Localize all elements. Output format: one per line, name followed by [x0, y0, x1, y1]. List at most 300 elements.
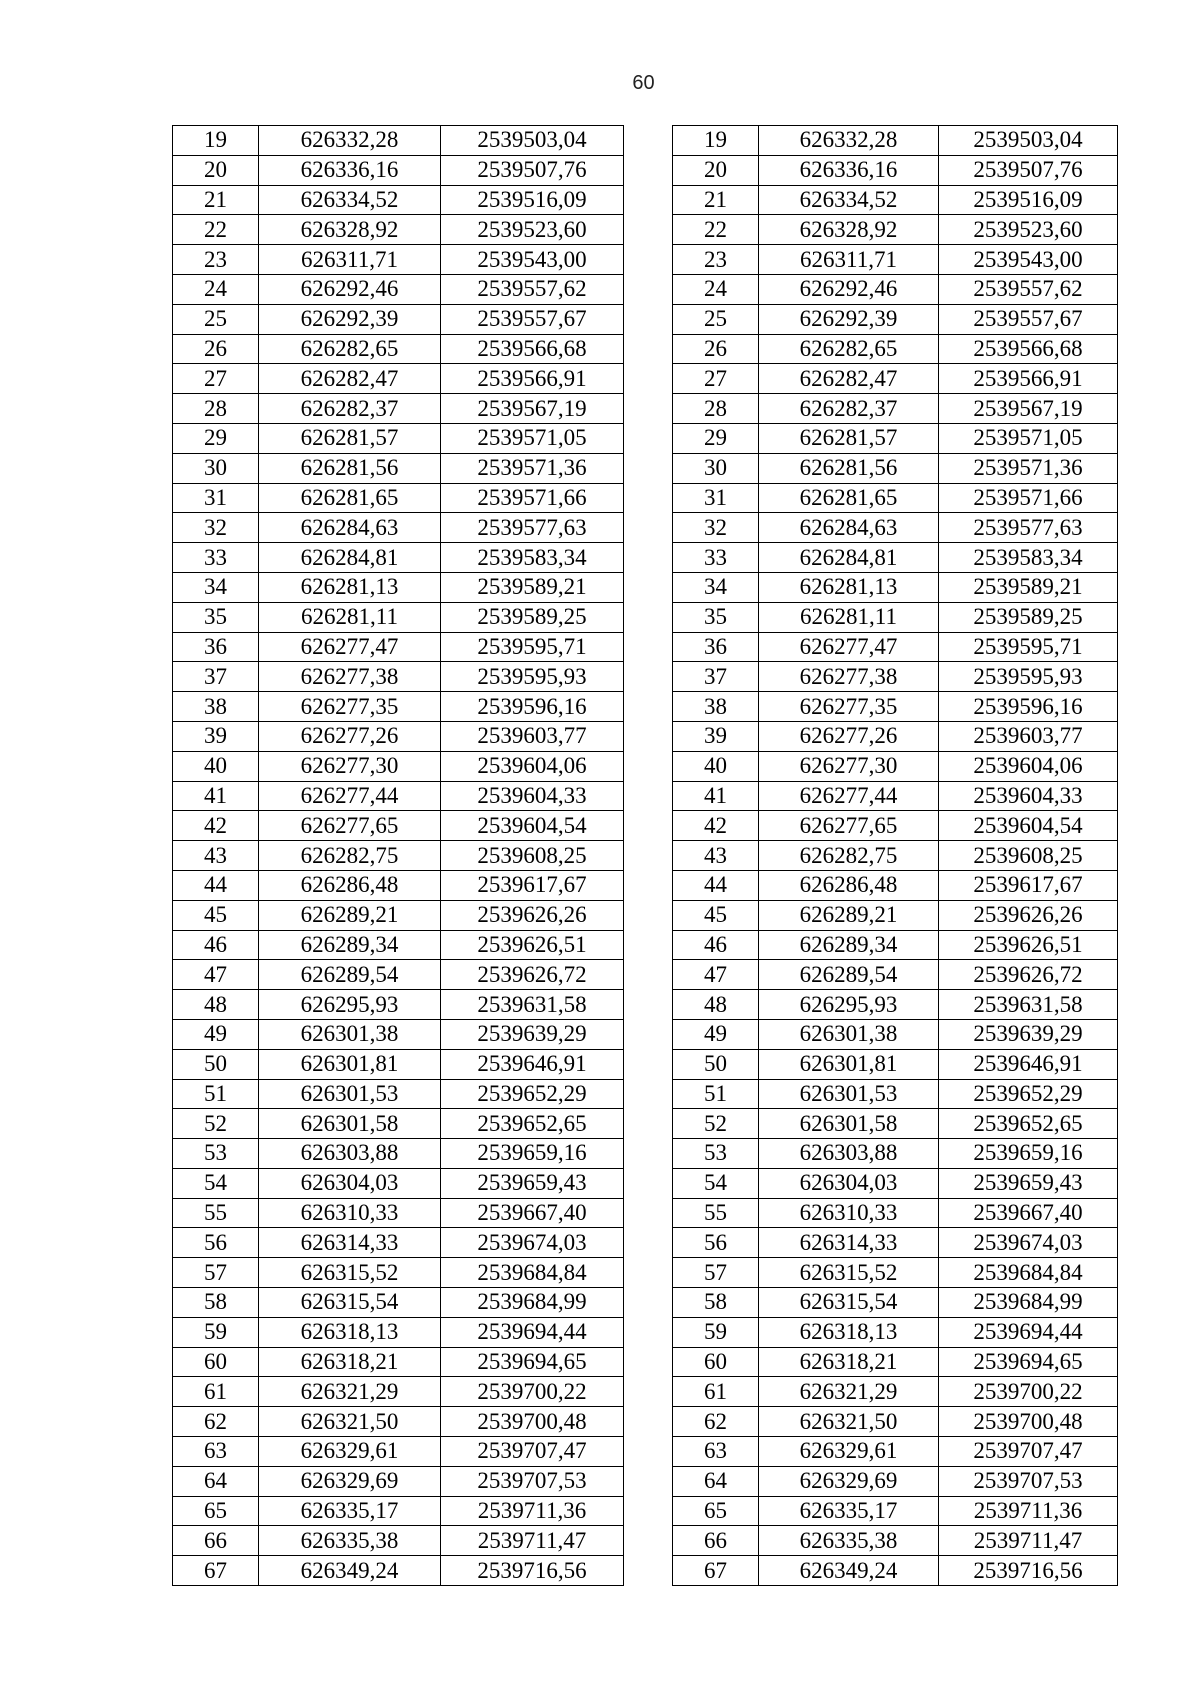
y-coordinate-cell: 2539557,67: [441, 304, 624, 334]
point-number-cell: 22: [173, 215, 259, 245]
table-row: [173, 1288, 1118, 1318]
x-coordinate-cell: 626281,13: [259, 572, 441, 602]
table-row: [173, 513, 1118, 543]
x-coordinate-cell-repeat: 626321,29: [759, 1377, 939, 1407]
point-number-cell: 65: [173, 1496, 259, 1526]
gap-cell: [624, 1556, 673, 1586]
x-coordinate-cell-repeat: 626277,38: [759, 662, 939, 692]
point-number-cell-repeat: 27: [673, 364, 759, 394]
point-number-cell-repeat: 46: [673, 930, 759, 960]
y-coordinate-cell: 2539604,33: [441, 781, 624, 811]
point-number-cell-repeat: 49: [673, 1019, 759, 1049]
x-coordinate-cell: 626282,37: [259, 394, 441, 424]
point-number-cell: 52: [173, 1109, 259, 1139]
y-coordinate-cell: 2539571,05: [441, 423, 624, 453]
y-coordinate-cell-repeat: 2539639,29: [939, 1019, 1118, 1049]
point-number-cell: 19: [173, 126, 259, 156]
table-row: [173, 572, 1118, 602]
point-number-cell-repeat: 61: [673, 1377, 759, 1407]
y-coordinate-cell-repeat: 2539646,91: [939, 1049, 1118, 1079]
point-number-cell-repeat: 54: [673, 1168, 759, 1198]
gap-cell: [624, 1466, 673, 1496]
x-coordinate-cell: 626301,53: [259, 1079, 441, 1109]
point-number-cell-repeat: 56: [673, 1228, 759, 1258]
y-coordinate-cell: 2539523,60: [441, 215, 624, 245]
table-row: [173, 1317, 1118, 1347]
y-coordinate-cell-repeat: 2539684,99: [939, 1288, 1118, 1318]
x-coordinate-cell-repeat: 626282,47: [759, 364, 939, 394]
point-number-cell-repeat: 44: [673, 870, 759, 900]
y-coordinate-cell: 2539507,76: [441, 155, 624, 185]
gap-cell: [624, 692, 673, 722]
y-coordinate-cell-repeat: 2539557,67: [939, 304, 1118, 334]
table-row: [173, 751, 1118, 781]
point-number-cell-repeat: 36: [673, 632, 759, 662]
table-row: [173, 334, 1118, 364]
x-coordinate-cell: 626292,46: [259, 274, 441, 304]
y-coordinate-cell-repeat: 2539652,29: [939, 1079, 1118, 1109]
y-coordinate-cell: 2539626,51: [441, 930, 624, 960]
y-coordinate-cell: 2539684,84: [441, 1258, 624, 1288]
y-coordinate-cell-repeat: 2539707,47: [939, 1437, 1118, 1467]
x-coordinate-cell: 626349,24: [259, 1556, 441, 1586]
table-row: [173, 423, 1118, 453]
table-row: [173, 930, 1118, 960]
table-row: [173, 1347, 1118, 1377]
y-coordinate-cell-repeat: 2539571,36: [939, 453, 1118, 483]
y-coordinate-cell: 2539652,29: [441, 1079, 624, 1109]
gap-cell: [624, 304, 673, 334]
point-number-cell: 50: [173, 1049, 259, 1079]
table-row: [173, 1377, 1118, 1407]
x-coordinate-cell: 626336,16: [259, 155, 441, 185]
y-coordinate-cell-repeat: 2539659,16: [939, 1139, 1118, 1169]
y-coordinate-cell: 2539566,91: [441, 364, 624, 394]
y-coordinate-cell: 2539711,36: [441, 1496, 624, 1526]
x-coordinate-cell: 626277,35: [259, 692, 441, 722]
y-coordinate-cell: 2539707,47: [441, 1437, 624, 1467]
point-number-cell: 35: [173, 602, 259, 632]
point-number-cell-repeat: 57: [673, 1258, 759, 1288]
point-number-cell-repeat: 42: [673, 811, 759, 841]
x-coordinate-cell-repeat: 626328,92: [759, 215, 939, 245]
x-coordinate-cell-repeat: 626334,52: [759, 185, 939, 215]
y-coordinate-cell: 2539631,58: [441, 990, 624, 1020]
table-row: [173, 692, 1118, 722]
table-row: [173, 632, 1118, 662]
x-coordinate-cell: 626286,48: [259, 870, 441, 900]
point-number-cell: 59: [173, 1317, 259, 1347]
x-coordinate-cell-repeat: 626329,69: [759, 1466, 939, 1496]
point-number-cell-repeat: 21: [673, 185, 759, 215]
y-coordinate-cell-repeat: 2539557,62: [939, 274, 1118, 304]
point-number-cell-repeat: 59: [673, 1317, 759, 1347]
y-coordinate-cell-repeat: 2539608,25: [939, 841, 1118, 871]
point-number-cell-repeat: 43: [673, 841, 759, 871]
y-coordinate-cell-repeat: 2539716,56: [939, 1556, 1118, 1586]
y-coordinate-cell-repeat: 2539571,66: [939, 483, 1118, 513]
point-number-cell: 27: [173, 364, 259, 394]
y-coordinate-cell-repeat: 2539700,48: [939, 1407, 1118, 1437]
table-row: [173, 394, 1118, 424]
point-number-cell: 29: [173, 423, 259, 453]
x-coordinate-cell-repeat: 626282,75: [759, 841, 939, 871]
point-number-cell-repeat: 39: [673, 721, 759, 751]
y-coordinate-cell: 2539707,53: [441, 1466, 624, 1496]
x-coordinate-cell: 626282,65: [259, 334, 441, 364]
table-row: [173, 215, 1118, 245]
x-coordinate-cell-repeat: 626335,17: [759, 1496, 939, 1526]
page-number: 60: [632, 72, 655, 94]
y-coordinate-cell-repeat: 2539707,53: [939, 1466, 1118, 1496]
table-row: [173, 990, 1118, 1020]
y-coordinate-cell: 2539516,09: [441, 185, 624, 215]
point-number-cell: 51: [173, 1079, 259, 1109]
table-row: [173, 1049, 1118, 1079]
gap-cell: [624, 781, 673, 811]
x-coordinate-cell-repeat: 626315,54: [759, 1288, 939, 1318]
gap-cell: [624, 572, 673, 602]
point-number-cell-repeat: 19: [673, 126, 759, 156]
y-coordinate-cell-repeat: 2539571,05: [939, 423, 1118, 453]
x-coordinate-cell-repeat: 626277,35: [759, 692, 939, 722]
x-coordinate-cell-repeat: 626301,53: [759, 1079, 939, 1109]
point-number-cell: 42: [173, 811, 259, 841]
y-coordinate-cell-repeat: 2539523,60: [939, 215, 1118, 245]
x-coordinate-cell: 626311,71: [259, 245, 441, 275]
gap-cell: [624, 721, 673, 751]
x-coordinate-cell: 626281,65: [259, 483, 441, 513]
x-coordinate-cell: 626282,47: [259, 364, 441, 394]
x-coordinate-cell-repeat: 626292,46: [759, 274, 939, 304]
y-coordinate-cell-repeat: 2539507,76: [939, 155, 1118, 185]
point-number-cell: 49: [173, 1019, 259, 1049]
y-coordinate-cell-repeat: 2539503,04: [939, 126, 1118, 156]
gap-cell: [624, 1288, 673, 1318]
gap-cell: [624, 602, 673, 632]
point-number-cell: 34: [173, 572, 259, 602]
x-coordinate-cell: 626292,39: [259, 304, 441, 334]
point-number-cell-repeat: 25: [673, 304, 759, 334]
table-row: [173, 721, 1118, 751]
table-row: [173, 870, 1118, 900]
x-coordinate-cell-repeat: 626349,24: [759, 1556, 939, 1586]
y-coordinate-cell: 2539503,04: [441, 126, 624, 156]
gap-cell: [624, 1526, 673, 1556]
y-coordinate-cell-repeat: 2539711,47: [939, 1526, 1118, 1556]
gap-cell: [624, 126, 673, 156]
y-coordinate-cell: 2539626,72: [441, 960, 624, 990]
y-coordinate-cell: 2539667,40: [441, 1198, 624, 1228]
y-coordinate-cell-repeat: 2539583,34: [939, 543, 1118, 573]
gap-cell: [624, 394, 673, 424]
x-coordinate-cell-repeat: 626301,81: [759, 1049, 939, 1079]
x-coordinate-cell: 626301,38: [259, 1019, 441, 1049]
gap-cell: [624, 215, 673, 245]
y-coordinate-cell-repeat: 2539566,68: [939, 334, 1118, 364]
table-row: [173, 155, 1118, 185]
point-number-cell: 32: [173, 513, 259, 543]
point-number-cell-repeat: 22: [673, 215, 759, 245]
table-row: [173, 245, 1118, 275]
y-coordinate-cell: 2539646,91: [441, 1049, 624, 1079]
y-coordinate-cell: 2539571,36: [441, 453, 624, 483]
x-coordinate-cell-repeat: 626282,65: [759, 334, 939, 364]
y-coordinate-cell: 2539694,65: [441, 1347, 624, 1377]
y-coordinate-cell: 2539596,16: [441, 692, 624, 722]
x-coordinate-cell-repeat: 626329,61: [759, 1437, 939, 1467]
y-coordinate-cell: 2539617,67: [441, 870, 624, 900]
gap-cell: [624, 1049, 673, 1079]
point-number-cell: 23: [173, 245, 259, 275]
x-coordinate-cell-repeat: 626281,56: [759, 453, 939, 483]
x-coordinate-cell: 626281,57: [259, 423, 441, 453]
point-number-cell-repeat: 60: [673, 1347, 759, 1377]
y-coordinate-cell-repeat: 2539567,19: [939, 394, 1118, 424]
coordinates-table-body: [173, 126, 1118, 1586]
point-number-cell-repeat: 67: [673, 1556, 759, 1586]
table-row: [173, 602, 1118, 632]
gap-cell: [624, 1317, 673, 1347]
x-coordinate-cell: 626277,65: [259, 811, 441, 841]
y-coordinate-cell-repeat: 2539700,22: [939, 1377, 1118, 1407]
y-coordinate-cell-repeat: 2539589,25: [939, 602, 1118, 632]
x-coordinate-cell-repeat: 626321,50: [759, 1407, 939, 1437]
point-number-cell-repeat: 58: [673, 1288, 759, 1318]
point-number-cell-repeat: 31: [673, 483, 759, 513]
point-number-cell: 64: [173, 1466, 259, 1496]
point-number-cell: 44: [173, 870, 259, 900]
y-coordinate-cell-repeat: 2539589,21: [939, 572, 1118, 602]
gap-cell: [624, 1168, 673, 1198]
table-row: [173, 1407, 1118, 1437]
point-number-cell: 60: [173, 1347, 259, 1377]
y-coordinate-cell-repeat: 2539604,54: [939, 811, 1118, 841]
point-number-cell: 33: [173, 543, 259, 573]
gap-cell: [624, 1258, 673, 1288]
y-coordinate-cell: 2539567,19: [441, 394, 624, 424]
y-coordinate-cell: 2539571,66: [441, 483, 624, 513]
point-number-cell: 55: [173, 1198, 259, 1228]
x-coordinate-cell: 626334,52: [259, 185, 441, 215]
x-coordinate-cell-repeat: 626277,44: [759, 781, 939, 811]
point-number-cell-repeat: 55: [673, 1198, 759, 1228]
point-number-cell-repeat: 50: [673, 1049, 759, 1079]
x-coordinate-cell: 626277,44: [259, 781, 441, 811]
point-number-cell: 38: [173, 692, 259, 722]
gap-cell: [624, 1109, 673, 1139]
x-coordinate-cell: 626304,03: [259, 1168, 441, 1198]
y-coordinate-cell: 2539604,06: [441, 751, 624, 781]
y-coordinate-cell-repeat: 2539516,09: [939, 185, 1118, 215]
table-row: [173, 126, 1118, 156]
y-coordinate-cell-repeat: 2539667,40: [939, 1198, 1118, 1228]
x-coordinate-cell-repeat: 626289,54: [759, 960, 939, 990]
y-coordinate-cell-repeat: 2539659,43: [939, 1168, 1118, 1198]
table-row: [173, 364, 1118, 394]
point-number-cell: 31: [173, 483, 259, 513]
x-coordinate-cell-repeat: 626289,21: [759, 900, 939, 930]
y-coordinate-cell: 2539589,21: [441, 572, 624, 602]
x-coordinate-cell: 626318,21: [259, 1347, 441, 1377]
x-coordinate-cell: 626277,47: [259, 632, 441, 662]
gap-cell: [624, 1347, 673, 1377]
gap-cell: [624, 513, 673, 543]
table-row: [173, 453, 1118, 483]
x-coordinate-cell-repeat: 626295,93: [759, 990, 939, 1020]
y-coordinate-cell: 2539589,25: [441, 602, 624, 632]
point-number-cell: 67: [173, 1556, 259, 1586]
x-coordinate-cell-repeat: 626310,33: [759, 1198, 939, 1228]
point-number-cell-repeat: 40: [673, 751, 759, 781]
y-coordinate-cell-repeat: 2539604,06: [939, 751, 1118, 781]
y-coordinate-cell-repeat: 2539652,65: [939, 1109, 1118, 1139]
point-number-cell: 58: [173, 1288, 259, 1318]
x-coordinate-cell: 626301,81: [259, 1049, 441, 1079]
y-coordinate-cell: 2539674,03: [441, 1228, 624, 1258]
gap-cell: [624, 1019, 673, 1049]
point-number-cell: 39: [173, 721, 259, 751]
table-row: [173, 1437, 1118, 1467]
point-number-cell: 54: [173, 1168, 259, 1198]
y-coordinate-cell: 2539659,43: [441, 1168, 624, 1198]
x-coordinate-cell-repeat: 626336,16: [759, 155, 939, 185]
point-number-cell-repeat: 33: [673, 543, 759, 573]
x-coordinate-cell: 626329,61: [259, 1437, 441, 1467]
y-coordinate-cell-repeat: 2539617,67: [939, 870, 1118, 900]
y-coordinate-cell: 2539604,54: [441, 811, 624, 841]
point-number-cell: 21: [173, 185, 259, 215]
point-number-cell: 26: [173, 334, 259, 364]
gap-cell: [624, 1407, 673, 1437]
y-coordinate-cell: 2539639,29: [441, 1019, 624, 1049]
table-row: [173, 1556, 1118, 1586]
x-coordinate-cell: 626321,29: [259, 1377, 441, 1407]
table-row: [173, 185, 1118, 215]
point-number-cell-repeat: 37: [673, 662, 759, 692]
y-coordinate-cell-repeat: 2539577,63: [939, 513, 1118, 543]
table-row: [173, 1139, 1118, 1169]
y-coordinate-cell: 2539566,68: [441, 334, 624, 364]
y-coordinate-cell-repeat: 2539626,51: [939, 930, 1118, 960]
y-coordinate-cell: 2539577,63: [441, 513, 624, 543]
gap-cell: [624, 245, 673, 275]
point-number-cell-repeat: 52: [673, 1109, 759, 1139]
point-number-cell-repeat: 35: [673, 602, 759, 632]
gap-cell: [624, 1496, 673, 1526]
gap-cell: [624, 453, 673, 483]
y-coordinate-cell-repeat: 2539595,93: [939, 662, 1118, 692]
x-coordinate-cell-repeat: 626304,03: [759, 1168, 939, 1198]
x-coordinate-cell: 626329,69: [259, 1466, 441, 1496]
y-coordinate-cell-repeat: 2539674,03: [939, 1228, 1118, 1258]
gap-cell: [624, 811, 673, 841]
gap-cell: [624, 1228, 673, 1258]
gap-cell: [624, 155, 673, 185]
point-number-cell: 45: [173, 900, 259, 930]
gap-cell: [624, 334, 673, 364]
y-coordinate-cell: 2539700,48: [441, 1407, 624, 1437]
x-coordinate-cell: 626295,93: [259, 990, 441, 1020]
x-coordinate-cell-repeat: 626282,37: [759, 394, 939, 424]
x-coordinate-cell: 626284,63: [259, 513, 441, 543]
x-coordinate-cell-repeat: 626301,38: [759, 1019, 939, 1049]
gap-cell: [624, 870, 673, 900]
point-number-cell: 61: [173, 1377, 259, 1407]
point-number-cell: 66: [173, 1526, 259, 1556]
point-number-cell-repeat: 62: [673, 1407, 759, 1437]
x-coordinate-cell: 626332,28: [259, 126, 441, 156]
table-row: [173, 483, 1118, 513]
x-coordinate-cell-repeat: 626281,57: [759, 423, 939, 453]
x-coordinate-cell-repeat: 626318,13: [759, 1317, 939, 1347]
point-number-cell: 25: [173, 304, 259, 334]
gap-cell: [624, 751, 673, 781]
gap-cell: [624, 274, 673, 304]
point-number-cell-repeat: 63: [673, 1437, 759, 1467]
x-coordinate-cell-repeat: 626284,63: [759, 513, 939, 543]
table-row: [173, 1258, 1118, 1288]
x-coordinate-cell: 626289,34: [259, 930, 441, 960]
table-row: [173, 900, 1118, 930]
point-number-cell-repeat: 41: [673, 781, 759, 811]
gap-cell: [624, 1437, 673, 1467]
table-row: [173, 1168, 1118, 1198]
x-coordinate-cell-repeat: 626277,26: [759, 721, 939, 751]
table-row: [173, 543, 1118, 573]
x-coordinate-cell-repeat: 626292,39: [759, 304, 939, 334]
gap-cell: [624, 990, 673, 1020]
gap-cell: [624, 632, 673, 662]
y-coordinate-cell: 2539543,00: [441, 245, 624, 275]
table-row: [173, 274, 1118, 304]
gap-cell: [624, 930, 673, 960]
y-coordinate-cell-repeat: 2539603,77: [939, 721, 1118, 751]
x-coordinate-cell-repeat: 626311,71: [759, 245, 939, 275]
point-number-cell: 37: [173, 662, 259, 692]
y-coordinate-cell: 2539583,34: [441, 543, 624, 573]
point-number-cell: 47: [173, 960, 259, 990]
table-row: [173, 1228, 1118, 1258]
x-coordinate-cell-repeat: 626314,33: [759, 1228, 939, 1258]
point-number-cell-repeat: 38: [673, 692, 759, 722]
x-coordinate-cell: 626277,30: [259, 751, 441, 781]
point-number-cell: 53: [173, 1139, 259, 1169]
x-coordinate-cell-repeat: 626281,11: [759, 602, 939, 632]
y-coordinate-cell: 2539659,16: [441, 1139, 624, 1169]
x-coordinate-cell: 626281,56: [259, 453, 441, 483]
point-number-cell: 57: [173, 1258, 259, 1288]
point-number-cell: 36: [173, 632, 259, 662]
table-row: [173, 1526, 1118, 1556]
gap-cell: [624, 1139, 673, 1169]
y-coordinate-cell-repeat: 2539604,33: [939, 781, 1118, 811]
y-coordinate-cell: 2539711,47: [441, 1526, 624, 1556]
y-coordinate-cell: 2539595,93: [441, 662, 624, 692]
coordinates-table: [172, 125, 1118, 1586]
table-row: [173, 1079, 1118, 1109]
y-coordinate-cell: 2539626,26: [441, 900, 624, 930]
gap-cell: [624, 185, 673, 215]
point-number-cell: 20: [173, 155, 259, 185]
point-number-cell: 62: [173, 1407, 259, 1437]
x-coordinate-cell: 626315,52: [259, 1258, 441, 1288]
point-number-cell-repeat: 64: [673, 1466, 759, 1496]
x-coordinate-cell-repeat: 626281,13: [759, 572, 939, 602]
gap-cell: [624, 662, 673, 692]
x-coordinate-cell: 626335,17: [259, 1496, 441, 1526]
x-coordinate-cell-repeat: 626277,30: [759, 751, 939, 781]
